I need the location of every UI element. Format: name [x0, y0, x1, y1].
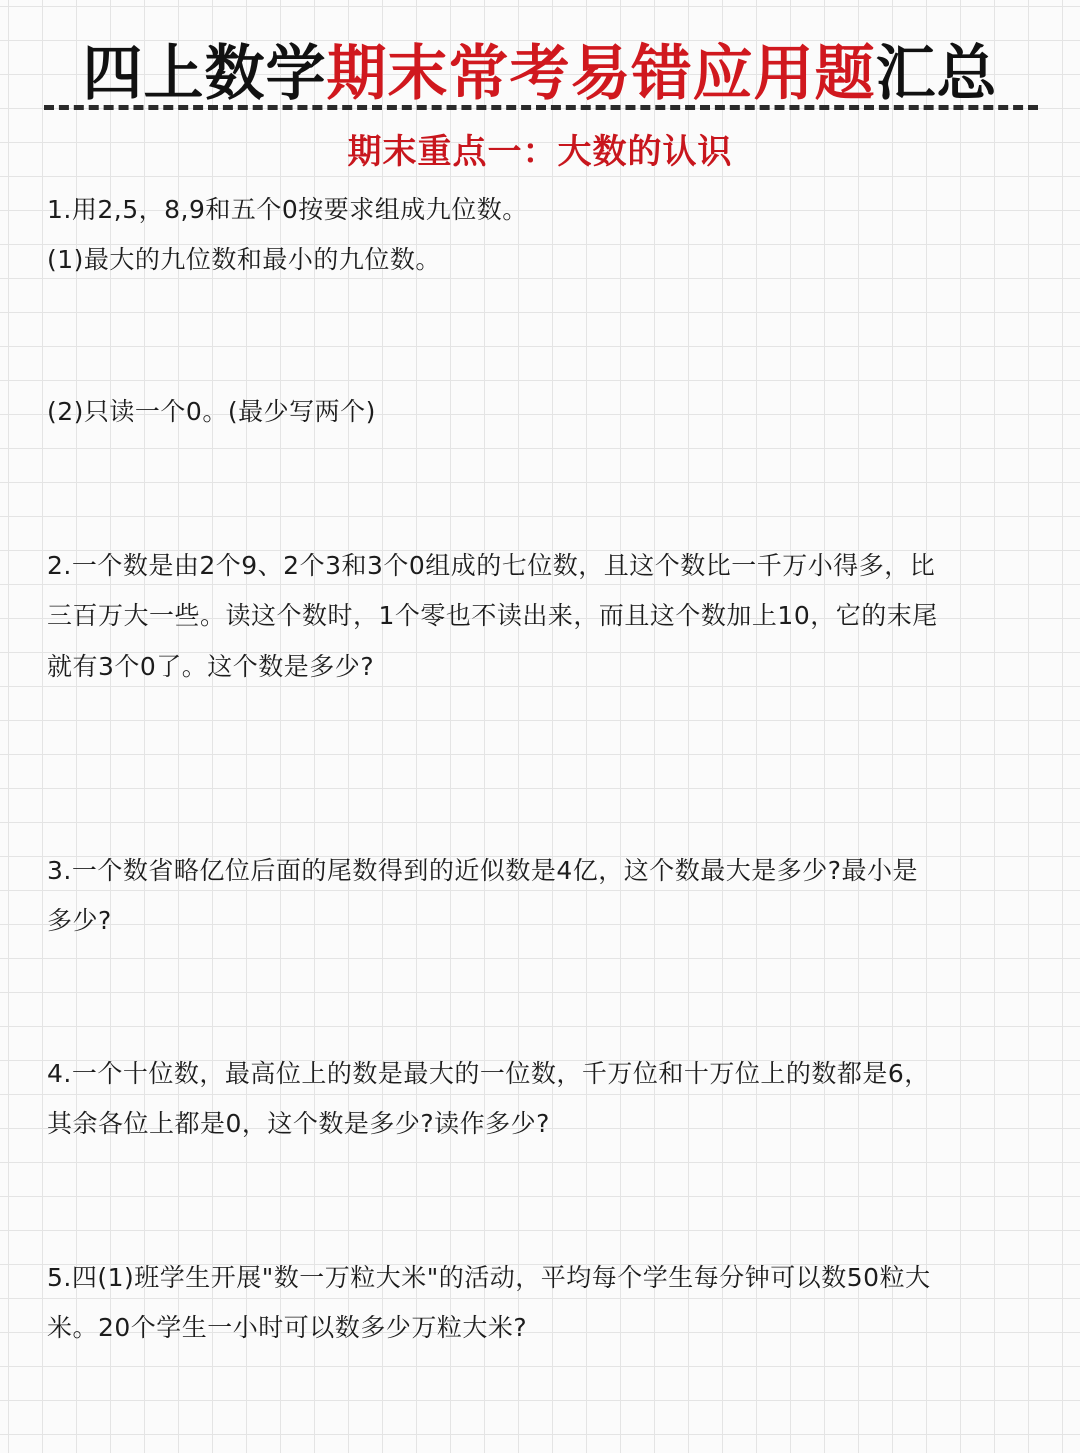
question-1-part-1: (1)最大的九位数和最小的九位数。 [47, 245, 441, 274]
question-1-part-2: (2)只读一个0。(最少写两个) [47, 397, 376, 426]
question-5-line-2: 米。20个学生一小时可以数多少万粒大米? [47, 1313, 528, 1342]
question-4-line-1: 4.一个十位数，最高位上的数是最大的一位数，千万位和十万位上的数都是6， [47, 1059, 930, 1088]
question-3-line-1: 3.一个数省略亿位后面的尾数得到的近似数是4亿，这个数最大是多少?最小是 [47, 856, 919, 885]
question-3-line-2: 多少? [47, 906, 112, 935]
question-4-line-2: 其余各位上都是0，这个数是多少?读作多少? [47, 1109, 550, 1138]
page-title [0, 36, 1080, 112]
dashed-divider [44, 105, 1038, 110]
question-2-line-3: 就有3个0了。这个数是多少? [47, 652, 375, 681]
section-heading: 期末重点一：大数的认识 [347, 132, 733, 172]
question-5-line-1: 5.四(1)班学生开展"数一万粒大米"的活动，平均每个学生每分钟可以数50粒大 [47, 1263, 931, 1292]
question-1-stem: 1.用2,5，8,9和五个0按要求组成九位数。 [47, 195, 528, 224]
question-2-line-2: 三百万大一些。读这个数时，1个零也不读出来，而且这个数加上10，它的末尾 [47, 601, 938, 630]
title-part-summary: 汇总 [875, 39, 998, 109]
title-part-grade: 四上数学 [82, 39, 327, 109]
question-2-line-1: 2.一个数是由2个9、2个3和3个0组成的七位数，且这个数比一千万小得多，比 [47, 551, 936, 580]
title-part-highlight: 期末常考易错应用题 [326, 39, 876, 109]
